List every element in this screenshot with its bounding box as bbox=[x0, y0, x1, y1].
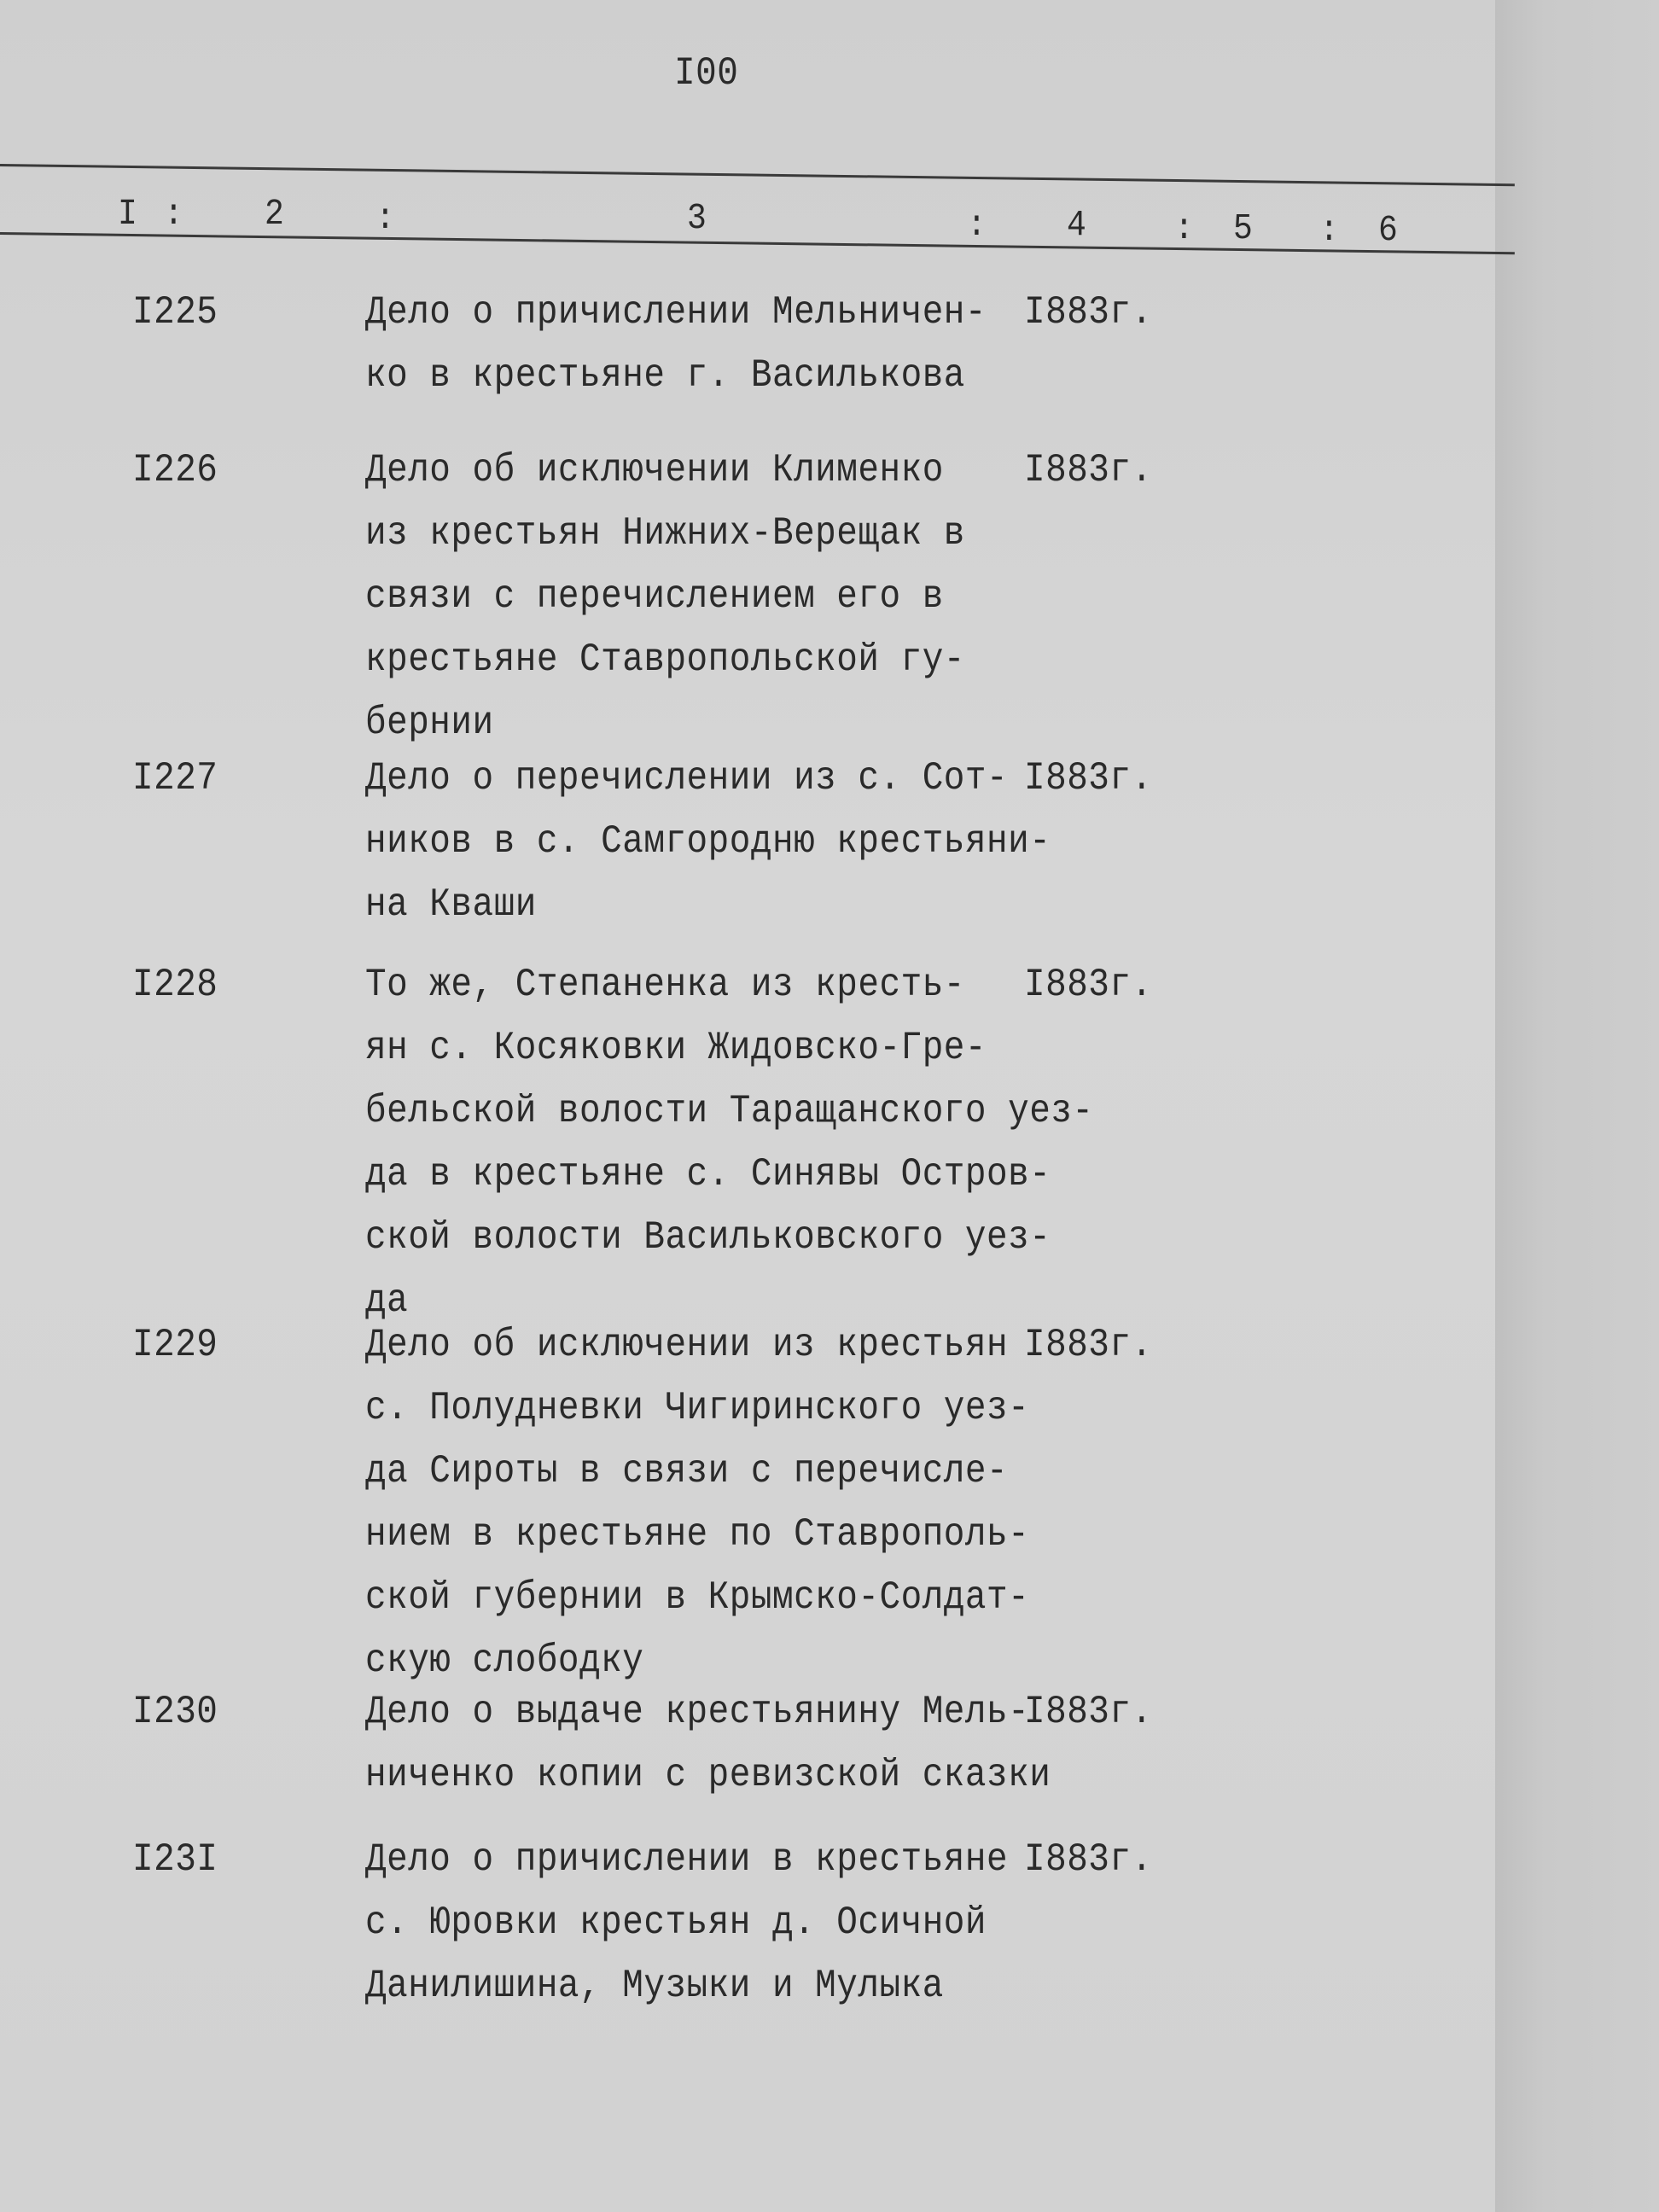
description-line: скую слободку bbox=[365, 1639, 644, 1684]
col-header-4: 4 bbox=[1067, 205, 1087, 247]
col-separator: : bbox=[967, 205, 987, 247]
entry-year: I883г. bbox=[1024, 449, 1153, 493]
description-line: ниченко копии с ревизской сказки bbox=[365, 1754, 1051, 1798]
entry-number: I225 bbox=[132, 291, 218, 335]
entry-description bbox=[365, 439, 965, 755]
description-line: Дело о перечислении из с. Сот- bbox=[365, 757, 1009, 801]
col-separator: : bbox=[1174, 208, 1195, 250]
col-separator: : bbox=[375, 198, 396, 240]
entry-number: I230 bbox=[132, 1691, 218, 1735]
description-line: Данилишина, Музыки и Мулыка bbox=[365, 1965, 944, 2009]
entry-year: I883г. bbox=[1024, 291, 1153, 335]
entry-description bbox=[365, 1681, 1051, 1807]
header-top-rule bbox=[0, 164, 1515, 186]
description-line: бернии bbox=[365, 701, 494, 746]
description-line: ской губернии в Крымско-Солдат- bbox=[365, 1575, 1030, 1621]
description-line: с. Полудневки Чигиринского уез- bbox=[365, 1387, 1030, 1431]
paper-edge-shadow bbox=[1495, 0, 1659, 2212]
description-line: ников в с. Самгородню крестьяни- bbox=[365, 820, 1051, 864]
description-line: крестьяне Ставропольской гу- bbox=[365, 637, 965, 683]
entry-description bbox=[365, 1314, 1029, 1693]
entry-description bbox=[365, 748, 1051, 937]
description-line: да Сироты в связи с перечисле- bbox=[365, 1450, 1009, 1494]
col-header-3: 3 bbox=[687, 198, 707, 240]
col-header-5: 5 bbox=[1233, 208, 1254, 250]
description-line: нием в крестьяне по Ставрополь- bbox=[365, 1512, 1030, 1557]
entry-number: I226 bbox=[132, 449, 218, 493]
entry-year: I883г. bbox=[1024, 1324, 1153, 1368]
description-line: на Кваши bbox=[365, 883, 537, 928]
col-header-2: 2 bbox=[265, 194, 285, 236]
description-line: Дело об исключении Клименко bbox=[365, 449, 944, 493]
col-header-6: 6 bbox=[1378, 210, 1399, 252]
description-line: из крестьян Нижних-Верещак в bbox=[365, 512, 965, 556]
description-line: Дело о причислении Мельничен- bbox=[365, 291, 987, 335]
description-line: ко в крестьяне г. Василькова bbox=[365, 354, 965, 399]
description-line: связи с перечислением его в bbox=[365, 575, 944, 620]
header-bottom-rule bbox=[0, 232, 1515, 254]
entry-year: I883г. bbox=[1024, 1691, 1153, 1735]
description-line: с. Юровки крестьян д. Осичной bbox=[365, 1901, 987, 1946]
description-line: ской волости Васильковского уез- bbox=[365, 1215, 1051, 1260]
description-line: ян с. Косяковки Жидовско-Гре- bbox=[365, 1027, 987, 1071]
description-line: Дело о выдаче крестьянину Мель- bbox=[365, 1691, 1030, 1735]
entry-year: I883г. bbox=[1024, 963, 1153, 1008]
description-line: да в крестьяне с. Синявы Остров- bbox=[365, 1152, 1051, 1197]
col-header-1: I bbox=[118, 194, 138, 236]
description-line: Дело об исключении из крестьян bbox=[365, 1324, 1009, 1368]
entry-number: I229 bbox=[132, 1324, 218, 1368]
entry-description bbox=[365, 954, 1094, 1333]
description-line: да bbox=[365, 1278, 409, 1324]
entry-description bbox=[365, 282, 987, 408]
entry-description bbox=[365, 1829, 1008, 2018]
entry-number: I228 bbox=[132, 963, 218, 1008]
entry-year: I883г. bbox=[1024, 1838, 1153, 1883]
description-line: То же, Степаненка из кресть- bbox=[365, 963, 965, 1008]
description-line: бельской волости Таращанского уез- bbox=[365, 1090, 1094, 1134]
entry-year: I883г. bbox=[1024, 757, 1153, 801]
col-separator: : bbox=[1319, 210, 1340, 252]
description-line: Дело о причислении в крестьяне bbox=[365, 1838, 1009, 1883]
entry-number: I227 bbox=[132, 757, 218, 801]
col-separator: : bbox=[164, 194, 184, 236]
entry-number: I23I bbox=[132, 1838, 218, 1883]
page-number: I00 bbox=[674, 52, 739, 96]
